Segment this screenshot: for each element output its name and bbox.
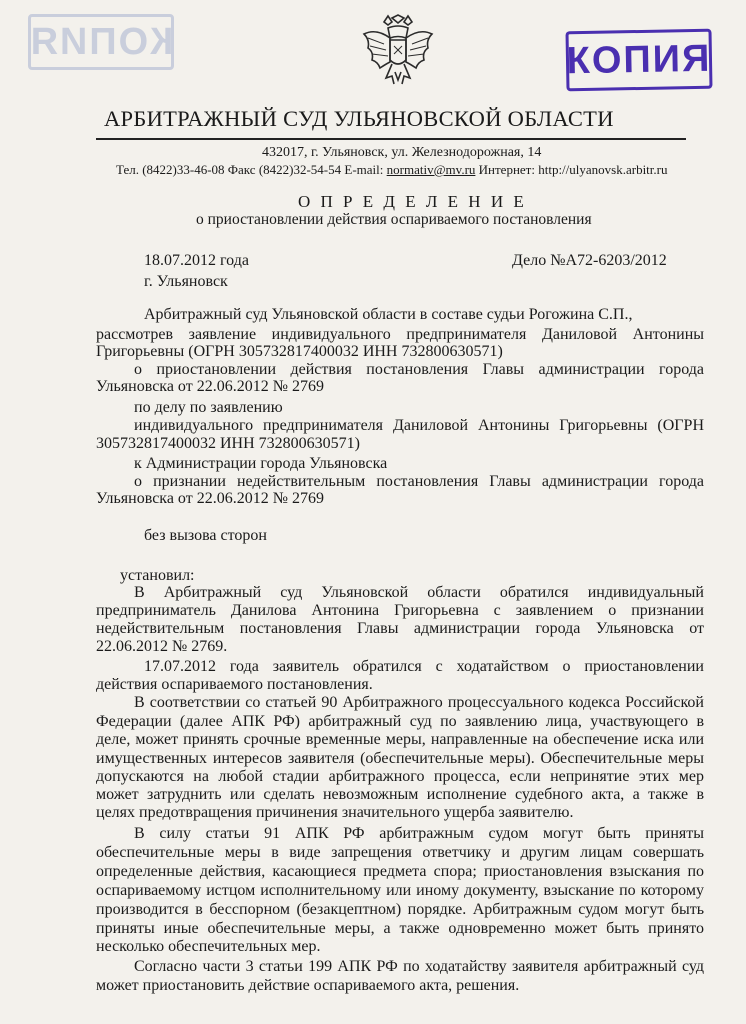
- text-line: В Арбитражный суд Ульяновской области обратился индивидуальный: [134, 584, 704, 601]
- text-line: целях предотвращения причинения значительного ущерба заявителю.: [96, 804, 574, 821]
- text-line: о признании недействительным постановления Главы администрации города: [134, 473, 704, 490]
- contacts-website: Интернет: http://ulyanovsk.arbitr.ru: [475, 162, 668, 177]
- copy-stamp-faded: [28, 14, 174, 70]
- document-title: О П Р Е Д Е Л Е Н И Е: [298, 192, 527, 211]
- text-line: недействительным постановления Главы администрации города Ульяновска от: [96, 620, 704, 637]
- text-line: к Администрации города Ульяновска: [134, 455, 388, 472]
- text-line: имущественных интересов заявителя (обеспечительные меры). Обеспечительные меры: [96, 750, 704, 767]
- text-line: по делу по заявлению: [134, 399, 283, 416]
- text-line: деле, может принять срочные временные меры, направленные на обеспечение иска или: [96, 731, 704, 748]
- court-address: 432017, г. Ульяновск, ул. Железнодорожная, 14: [262, 145, 542, 160]
- document-subtitle: о приостановлении действия оспариваемого постановления: [196, 211, 592, 228]
- text-line: Арбитражный суд Ульяновской области в составе судьи Рогожина С.П.,: [144, 306, 633, 323]
- contacts-phone-fax: Тел. (8422)33-46-08 Факс (8422)32-54-54 E-mail:: [116, 162, 387, 177]
- text-line: может затруднить или сделать невозможным исполнение судебного акта, а также в: [96, 786, 704, 803]
- court-contacts: [116, 162, 668, 178]
- court-name: АРБИТРАЖНЫЙ СУД УЛЬЯНОВСКОЙ ОБЛАСТИ: [104, 106, 614, 131]
- copy-stamp-text: КОПИЯ: [566, 37, 712, 82]
- text-line: предприниматель Данилова Антонина Григорьевна с заявлением о признании: [96, 602, 704, 619]
- text-line: может приостановить действие оспариваемого акта, решения.: [96, 977, 520, 994]
- text-line: производится в бесспорном (безакцептном) порядке. Арбитражным судом могут быть: [96, 901, 704, 918]
- text-line: допускаются на любой стадии арбитражного процесса, если непринятие этих мер: [96, 768, 704, 785]
- text-line: В силу статьи 91 АПК РФ арбитражным судом могут быть приняты: [134, 825, 704, 842]
- text-line: приняты иные обеспечительные меры, а также одновременно может быть принято: [96, 920, 704, 937]
- document-date: 18.07.2012 года: [144, 252, 249, 269]
- text-line: Григорьевны (ОГРН 305732817400032 ИНН 732800630571): [96, 343, 503, 360]
- text-line: действия оспариваемого постановления.: [96, 676, 373, 693]
- header-divider: [96, 138, 686, 140]
- text-line: обеспечительные меры в виде запрещения ответчику и другим лицам совершать: [96, 844, 704, 861]
- text-line: без вызова сторон: [144, 527, 267, 544]
- text-line: Согласно части 3 статьи 199 АПК РФ по ходатайству заявителя арбитражный суд: [134, 958, 704, 975]
- document-city: г. Ульяновск: [144, 273, 228, 290]
- text-line: 22.06.2012 № 2769.: [96, 638, 228, 655]
- text-line: Ульяновска от 22.06.2012 № 2769: [96, 378, 324, 395]
- text-line: Ульяновска от 22.06.2012 № 2769: [96, 490, 324, 507]
- text-line: оспариваемому истцом исполнительному или иному документу, взыскание по которому: [96, 882, 704, 899]
- text-line: 17.07.2012 года заявитель обратился с ходатайством о приостановлении: [144, 658, 704, 675]
- text-line: рассмотрев заявление индивидуального предпринимателя Даниловой Антонины: [96, 326, 704, 343]
- copy-stamp: [565, 29, 712, 92]
- text-line: 305732817400032 ИНН 732800630571): [96, 435, 360, 452]
- email-link[interactable]: normativ@mv.ru: [386, 162, 476, 177]
- text-line: установил:: [120, 567, 195, 584]
- coat-of-arms-emblem: [362, 14, 434, 92]
- text-line: индивидуального предпринимателя Даниловой Антонины Григорьевны (ОГРН: [134, 417, 704, 434]
- text-line: определенные действия, касающиеся предмета спора; приостановления взыскания по: [96, 863, 704, 880]
- text-line: В соответствии со статьей 90 Арбитражного процессуального кодекса Российской: [134, 694, 704, 711]
- text-line: о приостановлении действия постановления Главы администрации города: [134, 361, 704, 378]
- text-line: несколько обеспечительных мер.: [96, 938, 321, 955]
- copy-stamp-faded-text: КОПИЯ: [28, 20, 174, 63]
- text-line: Федерации (далее АПК РФ) арбитражный суд по заявлению лица, участвующего в: [96, 713, 704, 730]
- case-number: Дело №А72-6203/2012: [512, 252, 667, 269]
